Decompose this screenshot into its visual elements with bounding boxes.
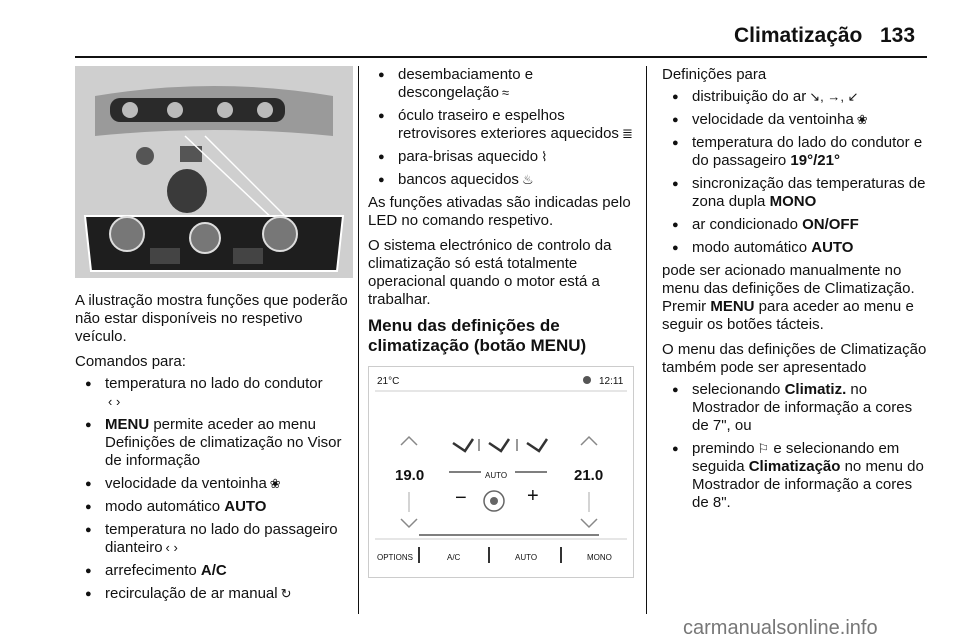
section-heading: Menu das definições de climatização (botão MENU): [368, 316, 587, 355]
column-rule-1: [358, 66, 359, 614]
heated-windscreen-icon: ⌇: [541, 149, 548, 164]
defrost-icon: ≈: [501, 85, 510, 100]
page-number: 133: [880, 24, 916, 47]
list-item: ● modo automático AUTO: [662, 239, 930, 257]
air-distribution-icon: ↘, →, ↙: [809, 89, 859, 104]
car-icon: ⚐: [757, 441, 770, 456]
page-header-title: Climatização: [734, 24, 863, 47]
functions-list: [368, 66, 636, 189]
list-item: ● arrefecimento A/C: [75, 562, 353, 580]
list-item: ● bancos aquecidos ♨: [368, 171, 636, 189]
column-2: [368, 66, 636, 578]
led-paragraph: As funções ativadas são indicadas pelo LED no comando respetivo.: [368, 194, 631, 229]
left-temp-value[interactable]: 19.0: [395, 467, 425, 484]
list-item: ● ar condicionado ON/OFF: [662, 216, 930, 234]
engine-paragraph: O sistema electrónico de controlo da climatização só está totalmente operacional quando o motor está a trabalhar.: [368, 237, 612, 308]
column-1: [75, 292, 353, 608]
fan-plus-button[interactable]: +: [527, 485, 539, 507]
list-item: ● distribuição do ar ↘, →, ↙: [662, 88, 930, 106]
column-rule-2: [646, 66, 647, 614]
climate-control-photo: [75, 66, 353, 278]
fan-icon: ❀: [856, 112, 868, 127]
column-3: [662, 66, 930, 517]
heated-seat-icon: ♨: [521, 172, 534, 187]
climate-panel-drawing: [75, 66, 353, 278]
list-item: ● temperatura no lado do passageiro dianteiro ‹ ›: [75, 521, 353, 557]
softkey-auto[interactable]: AUTO: [515, 553, 538, 562]
auto-label[interactable]: AUTO: [485, 471, 508, 480]
controls-list: [75, 375, 353, 603]
rear-window-heat-icon: ≣: [621, 126, 633, 141]
climate-menu-screen: [368, 366, 634, 578]
list-item: ● velocidade da ventoinha ❀: [75, 475, 353, 493]
display-paragraph: O menu das definições de Climatização também pode ser apresentado: [662, 341, 927, 376]
controls-intro: Comandos para:: [75, 353, 186, 370]
list-item: ● recirculação de ar manual ↻: [75, 585, 353, 603]
recirculation-icon: ↻: [280, 586, 292, 601]
softkey-ac[interactable]: A/C: [447, 553, 461, 562]
softkey-mono[interactable]: MONO: [587, 553, 612, 562]
temperature-arrows-icon: ‹ ›: [108, 394, 121, 409]
settings-intro: Definições para: [662, 66, 767, 83]
outside-temp: 21°C: [377, 376, 400, 387]
list-item: ● temperatura do lado do condutor e do passageiro 19°/21°: [662, 134, 930, 170]
list-item: ● para-brisas aquecido ⌇: [368, 148, 636, 166]
fan-minus-button[interactable]: −: [455, 487, 467, 509]
list-item: ● sincronização das temperaturas de zona dupla MONO: [662, 175, 930, 211]
header-rule: [75, 56, 927, 58]
list-item: ● selecionando Climatiz. no Mostrador de informação a cores de 7", ou: [662, 381, 930, 435]
list-item: ● temperatura no lado do condutor ‹ ›: [75, 375, 353, 411]
photo-caption: A ilustração mostra funções que poderão não estar disponíveis no respetivo veículo.: [75, 292, 348, 345]
watermark: carmanualsonline.info: [683, 617, 878, 639]
display-list: [662, 381, 930, 512]
clock: 12:11: [599, 376, 624, 387]
right-temp-value[interactable]: 21.0: [574, 467, 604, 484]
list-item: ● modo automático AUTO: [75, 498, 353, 516]
list-item: ● MENU permite aceder ao menu Definições de climatização no Visor de informação: [75, 416, 353, 470]
fan-icon: ❀: [269, 476, 281, 491]
list-item: ● desembaciamento e descongelação ≈: [368, 66, 636, 102]
settings-list: [662, 88, 930, 257]
manual-paragraph: pode ser acionado manualmente no menu das definições de Climatização. Premir MENU para aceder ao menu e seguir os botões tácteis.: [662, 262, 915, 333]
list-item: ● premindo ⚐ e selecionando em seguida Climatização no menu do Mostrador de informação a cores de 8".: [662, 440, 930, 512]
temperature-arrows-icon: ‹ ›: [165, 540, 178, 555]
list-item: ● óculo traseiro e espelhos retrovisores exteriores aquecidos ≣: [368, 107, 636, 143]
softkey-options[interactable]: OPTIONS: [377, 553, 414, 562]
list-item: ● velocidade da ventoinha ❀: [662, 111, 930, 129]
